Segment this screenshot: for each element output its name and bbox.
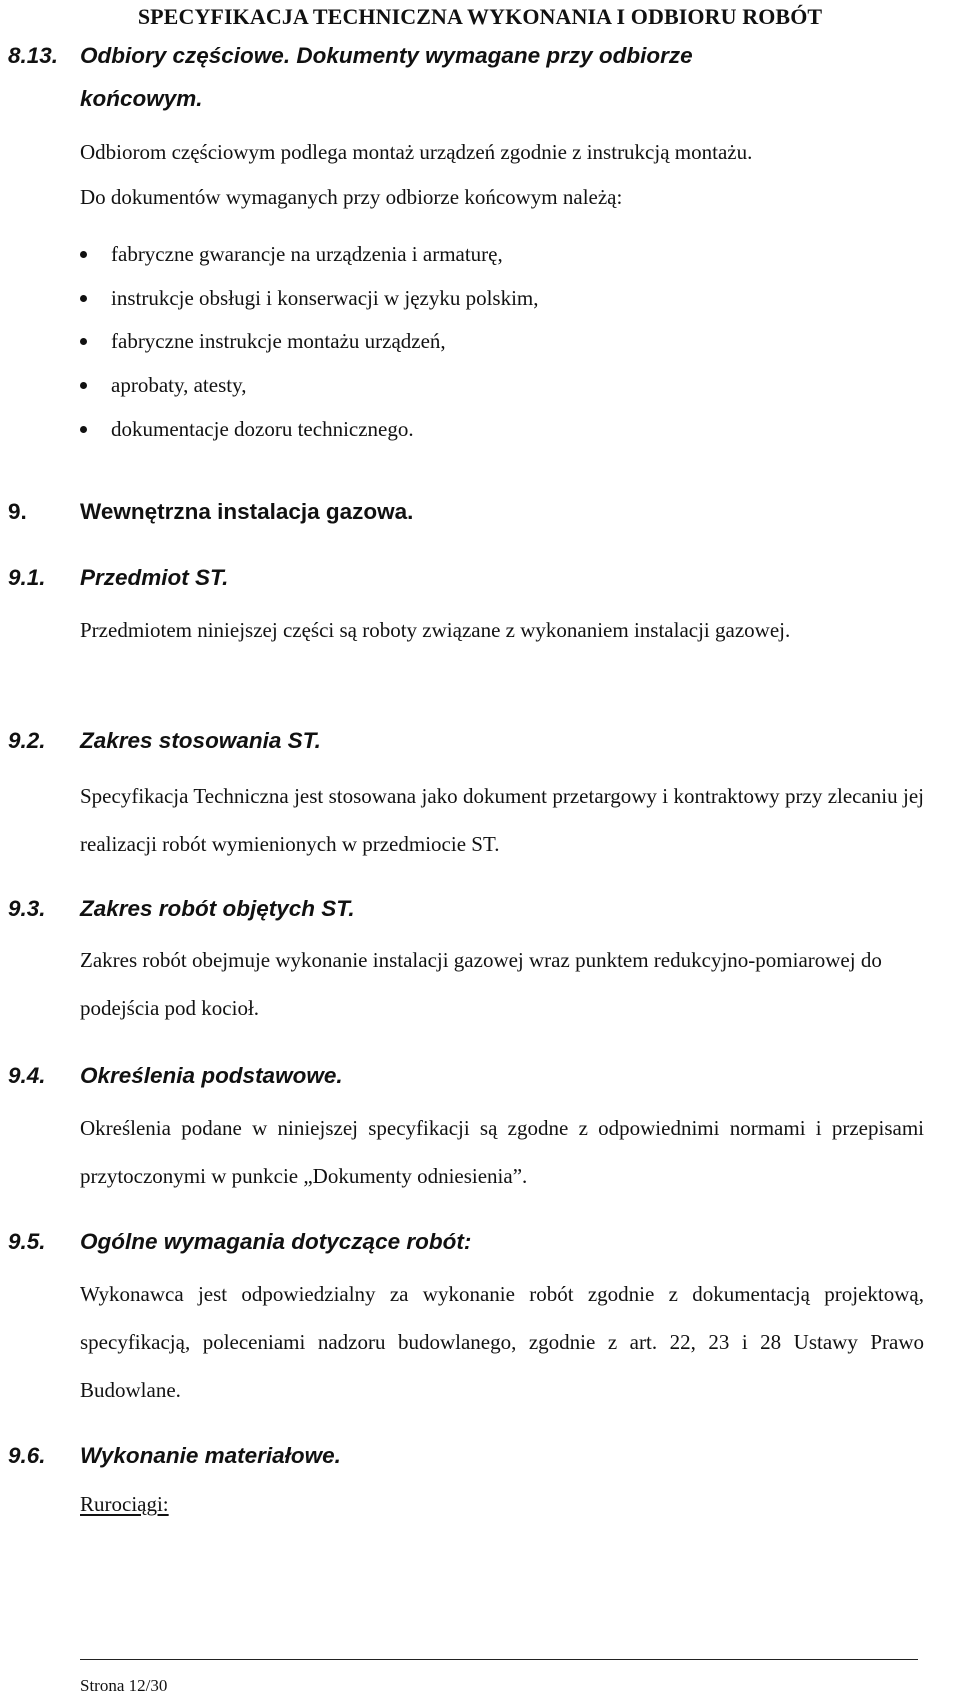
- list-item: instrukcje obsługi i konserwacji w języku polskim,: [80, 286, 539, 330]
- section-heading-9: [8, 499, 413, 525]
- paragraph: Zakres robót obejmuje wykonanie instalacji gazowej wraz punktem redukcyjno-pomiarowej do podejścia pod kocioł.: [80, 948, 882, 1020]
- section-number: 9.4.: [8, 1063, 46, 1088]
- bullet-list: [80, 242, 539, 460]
- section-heading-8-13: [8, 43, 693, 69]
- section-title: Wewnętrzna instalacja gazowa.: [80, 499, 414, 524]
- section-title: Odbiory częściowe. Dokumenty wymagane przy odbiorze: [80, 43, 693, 68]
- section-heading-9-4: [8, 1063, 343, 1089]
- bullet-icon: [80, 426, 87, 433]
- section-number: 9.6.: [8, 1443, 46, 1468]
- list-item: fabryczne instrukcje montażu urządzeń,: [80, 329, 539, 373]
- list-item: fabryczne gwarancje na urządzenia i armaturę,: [80, 242, 539, 286]
- paragraph: Wykonawca jest odpowiedzialny za wykonanie robót zgodnie z dokumentacją projektową, specyfikacją, poleceniami nadzoru budowlanego, zgodnie z art. 22, 23 i 28 Ustawy Prawo Budowlane.: [80, 1282, 924, 1402]
- bullet-icon: [80, 251, 87, 258]
- section-title-continued: końcowym.: [80, 86, 203, 111]
- paragraph-line: Odbiorom częściowym podlega montaż urządzeń zgodnie z instrukcją montażu.: [80, 140, 753, 164]
- section-heading-9-2: [8, 728, 321, 754]
- section-number: 9.1.: [8, 565, 46, 590]
- section-number: 9.5.: [8, 1229, 46, 1254]
- section-heading-9-1: [8, 565, 228, 591]
- section-title: Wykonanie materiałowe.: [80, 1443, 341, 1468]
- bullet-icon: [80, 295, 87, 302]
- section-number: 9.2.: [8, 728, 46, 753]
- paragraph: Specyfikacja Techniczna jest stosowana jako dokument przetargowy i kontraktowy przy zlecaniu jej realizacji robót wymienionych w przedmiocie ST.: [80, 784, 924, 856]
- paragraph-line: Do dokumentów wymaganych przy odbiorze końcowym należą:: [80, 185, 623, 209]
- section-heading-9-6: [8, 1443, 341, 1469]
- subheading-rurociagi: Rurociągi:: [80, 1492, 169, 1516]
- paragraph: Określenia podane w niniejszej specyfikacji są zgodne z odpowiednimi normami i przepisami przytoczonymi w punkcie „Dokumenty odniesienia”.: [80, 1116, 924, 1188]
- section-heading-8-13-continued: [8, 86, 203, 112]
- section-heading-9-5: [8, 1229, 471, 1255]
- document-header: SPECYFIKACJA TECHNICZNA WYKONANIA I ODBIORU ROBÓT: [137, 4, 823, 29]
- section-title: Zakres robót objętych ST.: [80, 896, 355, 921]
- bullet-icon: [80, 338, 87, 345]
- footer-divider: [80, 1659, 918, 1660]
- section-number: 8.13.: [8, 43, 59, 68]
- section-title: Zakres stosowania ST.: [80, 728, 321, 753]
- list-item: dokumentacje dozoru technicznego.: [80, 417, 539, 461]
- section-number: 9.3.: [8, 896, 46, 921]
- bullet-icon: [80, 382, 87, 389]
- page-number: Strona 12/30: [80, 1676, 168, 1695]
- section-number: 9.: [8, 499, 27, 524]
- section-title: Określenia podstawowe.: [80, 1063, 343, 1088]
- section-title: Ogólne wymagania dotyczące robót:: [80, 1229, 472, 1254]
- paragraph: Przedmiotem niniejszej części są roboty związane z wykonaniem instalacji gazowej.: [80, 618, 791, 642]
- section-title: Przedmiot ST.: [80, 565, 229, 590]
- list-item: aprobaty, atesty,: [80, 373, 539, 417]
- section-heading-9-3: [8, 896, 355, 922]
